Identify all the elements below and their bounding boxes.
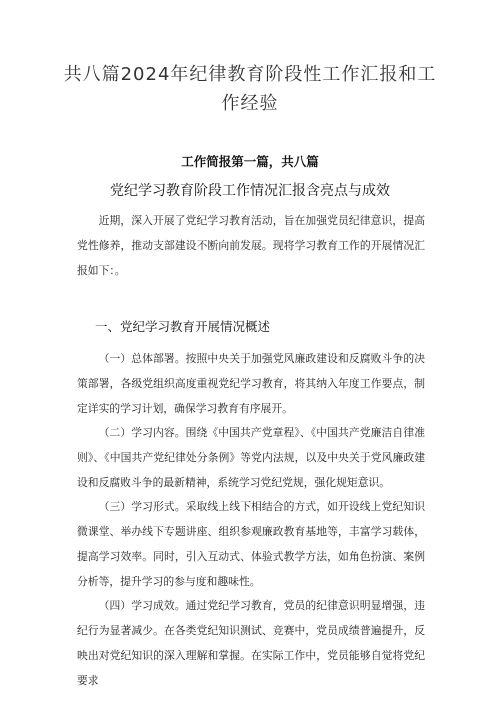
paragraph-deployment: （一）总体部署。按照中央关于加强党风廉政建设和反腐败斗争的决策部署，各级党组织高度重视党纪学习教育，将其纳入年度工作要点，制定详实的学习计划，确保学习教育有序展开。 [77,352,425,415]
section-heading: 一、党纪学习教育开展情况概述 [95,319,271,334]
paragraph-results: （四）学习成效。通过党纪学习教育，党员的纪律意识明显增强，违纪行为显著减少。在各类党纪知识测试、竞赛中，党员成绩普遍提升，反映出对党纪知识的深入理解和掌握。在实际工作中，党员能够自觉将党纪要求 [77,599,425,687]
intro-paragraph: 近期，深入开展了党纪学习教育活动，旨在加强党员纪律意识，提高党性修养，推动支部建设不断向前发展。现将学习教育工作的开展情况汇报如下：。 [77,214,425,277]
paragraph-content: （二）学习内容。围绕《中国共产党章程》、《中国共产党廉洁自律准则》、《中国共产党纪律处分条例》等党内法规，以及中央关于党风廉政建设和反腐败斗争的最新精神，系统学习党纪党规，强化规矩意识。 [77,426,425,489]
document-title: 共八篇2024年纪律教育阶段性工作汇报和工作经验 [63,64,437,114]
paragraph-format: （三）学习形式。采取线上线下相结合的方式，如开设线上党纪知识微课堂、举办线下专题讲座、组织参观廉政教育基地等，丰富学习载体，提高学习效率。同时，引入互动式、体验式教学方法，如角色扮演、案例分析等，提升学习的参与度和趣味性。 [77,500,425,588]
report-heading: 党纪学习教育阶段工作情况汇报含亮点与成效 [110,183,390,199]
document-subtitle: 工作简报第一篇，共八篇 [181,154,319,169]
